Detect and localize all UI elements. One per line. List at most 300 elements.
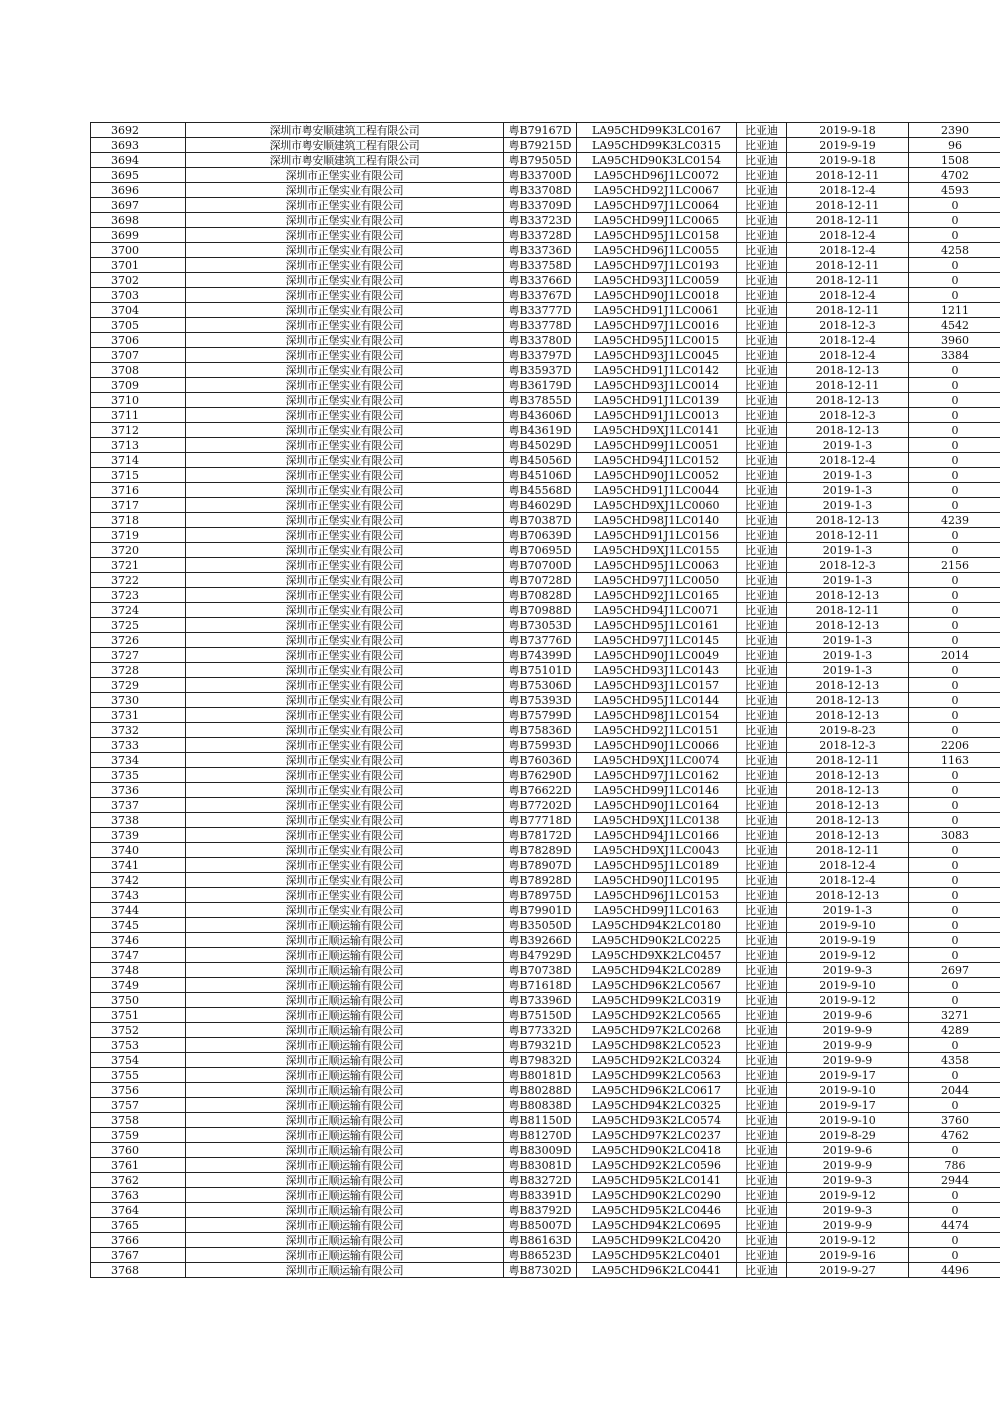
date-cell: 2018-12-13 [787, 363, 909, 378]
date-cell: 2019-9-19 [787, 933, 909, 948]
record-number-cell: 3767 [91, 1248, 186, 1263]
vin-cell: LA95CHD91J1LC0061 [577, 303, 737, 318]
company-name-cell: 深圳市正堡实业有限公司 [186, 543, 504, 558]
company-name-cell: 深圳市正堡实业有限公司 [186, 378, 504, 393]
license-plate-cell: 粤B70828D [504, 588, 577, 603]
company-name-cell: 深圳市正堡实业有限公司 [186, 873, 504, 888]
record-number-cell: 3692 [91, 123, 186, 138]
date-cell: 2018-12-13 [787, 783, 909, 798]
company-name-cell: 深圳市正堡实业有限公司 [186, 783, 504, 798]
brand-cell: 比亚迪 [737, 1233, 787, 1248]
table-row [91, 1098, 1000, 1113]
company-name-cell: 深圳市正堡实业有限公司 [186, 573, 504, 588]
table-row [91, 513, 1000, 528]
license-plate-cell: 粤B35050D [504, 918, 577, 933]
value-cell: 0 [909, 393, 1000, 408]
record-number-cell: 3746 [91, 933, 186, 948]
date-cell: 2018-12-4 [787, 288, 909, 303]
brand-cell: 比亚迪 [737, 888, 787, 903]
license-plate-cell: 粤B70387D [504, 513, 577, 528]
value-cell: 0 [909, 633, 1000, 648]
company-name-cell: 深圳市正堡实业有限公司 [186, 768, 504, 783]
company-name-cell: 深圳市正顺运输有限公司 [186, 1248, 504, 1263]
date-cell: 2019-9-6 [787, 1143, 909, 1158]
brand-cell: 比亚迪 [737, 1023, 787, 1038]
company-name-cell: 深圳市正堡实业有限公司 [186, 603, 504, 618]
value-cell: 0 [909, 663, 1000, 678]
record-number-cell: 3722 [91, 573, 186, 588]
value-cell: 2044 [909, 1083, 1000, 1098]
record-number-cell: 3731 [91, 708, 186, 723]
value-cell: 3760 [909, 1113, 1000, 1128]
brand-cell: 比亚迪 [737, 1008, 787, 1023]
company-name-cell: 深圳市正顺运输有限公司 [186, 978, 504, 993]
license-plate-cell: 粤B80288D [504, 1083, 577, 1098]
vin-cell: LA95CHD90K2LC0418 [577, 1143, 737, 1158]
license-plate-cell: 粤B81270D [504, 1128, 577, 1143]
vin-cell: LA95CHD9XJ1LC0060 [577, 498, 737, 513]
record-number-cell: 3694 [91, 153, 186, 168]
record-number-cell: 3745 [91, 918, 186, 933]
value-cell: 2156 [909, 558, 1000, 573]
brand-cell: 比亚迪 [737, 1068, 787, 1083]
record-number-cell: 3719 [91, 528, 186, 543]
brand-cell: 比亚迪 [737, 858, 787, 873]
company-name-cell: 深圳市正堡实业有限公司 [186, 438, 504, 453]
brand-cell: 比亚迪 [737, 438, 787, 453]
vin-cell: LA95CHD99J1LC0146 [577, 783, 737, 798]
brand-cell: 比亚迪 [737, 723, 787, 738]
license-plate-cell: 粤B73053D [504, 618, 577, 633]
table-row [91, 1128, 1000, 1143]
vin-cell: LA95CHD92J1LC0151 [577, 723, 737, 738]
value-cell: 0 [909, 498, 1000, 513]
vin-cell: LA95CHD94K2LC0695 [577, 1218, 737, 1233]
table-row [91, 843, 1000, 858]
date-cell: 2019-9-18 [787, 123, 909, 138]
company-name-cell: 深圳市正堡实业有限公司 [186, 528, 504, 543]
record-number-cell: 3710 [91, 393, 186, 408]
record-number-cell: 3716 [91, 483, 186, 498]
company-name-cell: 深圳市正堡实业有限公司 [186, 213, 504, 228]
vin-cell: LA95CHD93J1LC0143 [577, 663, 737, 678]
vin-cell: LA95CHD99K3LC0315 [577, 138, 737, 153]
record-number-cell: 3704 [91, 303, 186, 318]
vin-cell: LA95CHD9XJ1LC0074 [577, 753, 737, 768]
date-cell: 2019-9-27 [787, 1263, 909, 1278]
date-cell: 2019-1-3 [787, 903, 909, 918]
record-number-cell: 3747 [91, 948, 186, 963]
table-row [91, 798, 1000, 813]
table-row [91, 258, 1000, 273]
value-cell: 4358 [909, 1053, 1000, 1068]
brand-cell: 比亚迪 [737, 873, 787, 888]
value-cell: 0 [909, 603, 1000, 618]
value-cell: 0 [909, 978, 1000, 993]
vin-cell: LA95CHD90K2LC0225 [577, 933, 737, 948]
table-row [91, 1173, 1000, 1188]
license-plate-cell: 粤B70695D [504, 543, 577, 558]
table-row [91, 183, 1000, 198]
record-number-cell: 3712 [91, 423, 186, 438]
brand-cell: 比亚迪 [737, 1083, 787, 1098]
company-name-cell: 深圳市粤安顺建筑工程有限公司 [186, 123, 504, 138]
value-cell: 0 [909, 798, 1000, 813]
vin-cell: LA95CHD93J1LC0157 [577, 678, 737, 693]
license-plate-cell: 粤B33700D [504, 168, 577, 183]
brand-cell: 比亚迪 [737, 798, 787, 813]
value-cell: 0 [909, 873, 1000, 888]
value-cell: 1508 [909, 153, 1000, 168]
brand-cell: 比亚迪 [737, 948, 787, 963]
date-cell: 2018-12-13 [787, 393, 909, 408]
date-cell: 2018-12-13 [787, 708, 909, 723]
company-name-cell: 深圳市正堡实业有限公司 [186, 618, 504, 633]
value-cell: 3960 [909, 333, 1000, 348]
value-cell: 0 [909, 918, 1000, 933]
license-plate-cell: 粤B75993D [504, 738, 577, 753]
license-plate-cell: 粤B43606D [504, 408, 577, 423]
license-plate-cell: 粤B33708D [504, 183, 577, 198]
date-cell: 2019-1-3 [787, 543, 909, 558]
license-plate-cell: 粤B79167D [504, 123, 577, 138]
company-name-cell: 深圳市正顺运输有限公司 [186, 933, 504, 948]
vin-cell: LA95CHD99K2LC0563 [577, 1068, 737, 1083]
table-row [91, 678, 1000, 693]
record-number-cell: 3761 [91, 1158, 186, 1173]
value-cell: 0 [909, 1248, 1000, 1263]
table-row [91, 213, 1000, 228]
record-number-cell: 3749 [91, 978, 186, 993]
value-cell: 3271 [909, 1008, 1000, 1023]
company-name-cell: 深圳市正顺运输有限公司 [186, 1053, 504, 1068]
table-row [91, 1113, 1000, 1128]
date-cell: 2019-9-9 [787, 1023, 909, 1038]
value-cell: 0 [909, 408, 1000, 423]
company-name-cell: 深圳市正堡实业有限公司 [186, 678, 504, 693]
license-plate-cell: 粤B85007D [504, 1218, 577, 1233]
brand-cell: 比亚迪 [737, 1173, 787, 1188]
brand-cell: 比亚迪 [737, 903, 787, 918]
date-cell: 2019-1-3 [787, 633, 909, 648]
record-number-cell: 3707 [91, 348, 186, 363]
value-cell: 4762 [909, 1128, 1000, 1143]
brand-cell: 比亚迪 [737, 483, 787, 498]
vin-cell: LA95CHD99K2LC0319 [577, 993, 737, 1008]
company-name-cell: 深圳市正堡实业有限公司 [186, 483, 504, 498]
license-plate-cell: 粤B75150D [504, 1008, 577, 1023]
table-row [91, 288, 1000, 303]
value-cell: 0 [909, 573, 1000, 588]
date-cell: 2019-9-16 [787, 1248, 909, 1263]
value-cell: 2014 [909, 648, 1000, 663]
license-plate-cell: 粤B79215D [504, 138, 577, 153]
table-row [91, 543, 1000, 558]
license-plate-cell: 粤B78289D [504, 843, 577, 858]
company-name-cell: 深圳市正顺运输有限公司 [186, 1113, 504, 1128]
vin-cell: LA95CHD95J1LC0015 [577, 333, 737, 348]
brand-cell: 比亚迪 [737, 453, 787, 468]
record-number-cell: 3713 [91, 438, 186, 453]
value-cell: 2390 [909, 123, 1000, 138]
record-number-cell: 3763 [91, 1188, 186, 1203]
date-cell: 2019-9-17 [787, 1098, 909, 1113]
value-cell: 0 [909, 993, 1000, 1008]
value-cell: 0 [909, 423, 1000, 438]
date-cell: 2019-1-3 [787, 663, 909, 678]
date-cell: 2018-12-4 [787, 333, 909, 348]
table-row [91, 378, 1000, 393]
company-name-cell: 深圳市正顺运输有限公司 [186, 1023, 504, 1038]
date-cell: 2018-12-11 [787, 603, 909, 618]
date-cell: 2018-12-3 [787, 408, 909, 423]
value-cell: 786 [909, 1158, 1000, 1173]
company-name-cell: 深圳市正顺运输有限公司 [186, 1188, 504, 1203]
record-number-cell: 3738 [91, 813, 186, 828]
table-row [91, 168, 1000, 183]
vin-cell: LA95CHD93J1LC0045 [577, 348, 737, 363]
value-cell: 0 [909, 588, 1000, 603]
record-number-cell: 3734 [91, 753, 186, 768]
value-cell: 0 [909, 228, 1000, 243]
license-plate-cell: 粤B39266D [504, 933, 577, 948]
license-plate-cell: 粤B70738D [504, 963, 577, 978]
date-cell: 2018-12-4 [787, 453, 909, 468]
table-row [91, 558, 1000, 573]
date-cell: 2019-9-12 [787, 993, 909, 1008]
license-plate-cell: 粤B70700D [504, 558, 577, 573]
company-name-cell: 深圳市正堡实业有限公司 [186, 648, 504, 663]
table-row [91, 138, 1000, 153]
date-cell: 2019-9-12 [787, 1233, 909, 1248]
date-cell: 2019-1-3 [787, 438, 909, 453]
table-row [91, 153, 1000, 168]
table-row [91, 648, 1000, 663]
brand-cell: 比亚迪 [737, 1143, 787, 1158]
table-row [91, 588, 1000, 603]
table-row [91, 1158, 1000, 1173]
brand-cell: 比亚迪 [737, 1248, 787, 1263]
company-name-cell: 深圳市正堡实业有限公司 [186, 843, 504, 858]
brand-cell: 比亚迪 [737, 573, 787, 588]
value-cell: 0 [909, 288, 1000, 303]
date-cell: 2019-9-10 [787, 918, 909, 933]
vin-cell: LA95CHD96K2LC0617 [577, 1083, 737, 1098]
vin-cell: LA95CHD98J1LC0140 [577, 513, 737, 528]
date-cell: 2019-9-12 [787, 948, 909, 963]
table-row [91, 408, 1000, 423]
license-plate-cell: 粤B33778D [504, 318, 577, 333]
brand-cell: 比亚迪 [737, 933, 787, 948]
brand-cell: 比亚迪 [737, 813, 787, 828]
vin-cell: LA95CHD97J1LC0016 [577, 318, 737, 333]
vin-cell: LA95CHD96J1LC0153 [577, 888, 737, 903]
record-number-cell: 3714 [91, 453, 186, 468]
date-cell: 2018-12-13 [787, 798, 909, 813]
license-plate-cell: 粤B79901D [504, 903, 577, 918]
record-number-cell: 3765 [91, 1218, 186, 1233]
record-number-cell: 3723 [91, 588, 186, 603]
license-plate-cell: 粤B83391D [504, 1188, 577, 1203]
record-number-cell: 3733 [91, 738, 186, 753]
date-cell: 2018-12-13 [787, 423, 909, 438]
table-row [91, 1008, 1000, 1023]
vin-cell: LA95CHD9XK2LC0457 [577, 948, 737, 963]
table-row [91, 243, 1000, 258]
vin-cell: LA95CHD94J1LC0166 [577, 828, 737, 843]
brand-cell: 比亚迪 [737, 408, 787, 423]
vin-cell: LA95CHD90J1LC0164 [577, 798, 737, 813]
company-name-cell: 深圳市正堡实业有限公司 [186, 558, 504, 573]
table-row [91, 363, 1000, 378]
company-name-cell: 深圳市正顺运输有限公司 [186, 1203, 504, 1218]
vin-cell: LA95CHD90J1LC0066 [577, 738, 737, 753]
value-cell: 0 [909, 813, 1000, 828]
value-cell: 4702 [909, 168, 1000, 183]
record-number-cell: 3760 [91, 1143, 186, 1158]
license-plate-cell: 粤B33797D [504, 348, 577, 363]
brand-cell: 比亚迪 [737, 1128, 787, 1143]
table-row [91, 423, 1000, 438]
vin-cell: LA95CHD98K2LC0523 [577, 1038, 737, 1053]
brand-cell: 比亚迪 [737, 378, 787, 393]
record-number-cell: 3702 [91, 273, 186, 288]
value-cell: 2944 [909, 1173, 1000, 1188]
vin-cell: LA95CHD99J1LC0051 [577, 438, 737, 453]
date-cell: 2019-9-9 [787, 1038, 909, 1053]
value-cell: 0 [909, 723, 1000, 738]
value-cell: 0 [909, 1098, 1000, 1113]
value-cell: 3384 [909, 348, 1000, 363]
company-name-cell: 深圳市正堡实业有限公司 [186, 198, 504, 213]
company-name-cell: 深圳市正堡实业有限公司 [186, 633, 504, 648]
value-cell: 0 [909, 933, 1000, 948]
brand-cell: 比亚迪 [737, 423, 787, 438]
table-row [91, 483, 1000, 498]
company-name-cell: 深圳市正顺运输有限公司 [186, 1068, 504, 1083]
license-plate-cell: 粤B78907D [504, 858, 577, 873]
table-row [91, 888, 1000, 903]
record-number-cell: 3762 [91, 1173, 186, 1188]
brand-cell: 比亚迪 [737, 753, 787, 768]
record-number-cell: 3756 [91, 1083, 186, 1098]
table-row [91, 498, 1000, 513]
date-cell: 2019-9-10 [787, 978, 909, 993]
record-number-cell: 3759 [91, 1128, 186, 1143]
date-cell: 2018-12-11 [787, 528, 909, 543]
value-cell: 0 [909, 783, 1000, 798]
date-cell: 2018-12-13 [787, 888, 909, 903]
vin-cell: LA95CHD9XJ1LC0155 [577, 543, 737, 558]
date-cell: 2018-12-4 [787, 228, 909, 243]
company-name-cell: 深圳市粤安顺建筑工程有限公司 [186, 153, 504, 168]
vin-cell: LA95CHD91J1LC0142 [577, 363, 737, 378]
value-cell: 4496 [909, 1263, 1000, 1278]
value-cell: 0 [909, 1068, 1000, 1083]
company-name-cell: 深圳市正堡实业有限公司 [186, 663, 504, 678]
table-row [91, 273, 1000, 288]
table-row [91, 903, 1000, 918]
vin-cell: LA95CHD94K2LC0180 [577, 918, 737, 933]
date-cell: 2019-9-3 [787, 1203, 909, 1218]
date-cell: 2019-1-3 [787, 468, 909, 483]
date-cell: 2019-9-3 [787, 963, 909, 978]
date-cell: 2018-12-4 [787, 183, 909, 198]
license-plate-cell: 粤B75799D [504, 708, 577, 723]
record-number-cell: 3700 [91, 243, 186, 258]
value-cell: 96 [909, 138, 1000, 153]
license-plate-cell: 粤B33758D [504, 258, 577, 273]
vin-cell: LA95CHD90K3LC0154 [577, 153, 737, 168]
date-cell: 2019-9-19 [787, 138, 909, 153]
vin-cell: LA95CHD92K2LC0596 [577, 1158, 737, 1173]
table-row [91, 1203, 1000, 1218]
vin-cell: LA95CHD93J1LC0059 [577, 273, 737, 288]
date-cell: 2019-1-3 [787, 498, 909, 513]
license-plate-cell: 粤B80838D [504, 1098, 577, 1113]
record-number-cell: 3751 [91, 1008, 186, 1023]
value-cell: 0 [909, 903, 1000, 918]
vin-cell: LA95CHD99K2LC0420 [577, 1233, 737, 1248]
record-number-cell: 3720 [91, 543, 186, 558]
date-cell: 2018-12-11 [787, 213, 909, 228]
table-row [91, 918, 1000, 933]
license-plate-cell: 粤B45056D [504, 453, 577, 468]
record-number-cell: 3752 [91, 1023, 186, 1038]
table-row [91, 1053, 1000, 1068]
table-row [91, 693, 1000, 708]
company-name-cell: 深圳市正堡实业有限公司 [186, 303, 504, 318]
license-plate-cell: 粤B37855D [504, 393, 577, 408]
brand-cell: 比亚迪 [737, 993, 787, 1008]
company-name-cell: 深圳市正堡实业有限公司 [186, 753, 504, 768]
vin-cell: LA95CHD95J1LC0189 [577, 858, 737, 873]
brand-cell: 比亚迪 [737, 228, 787, 243]
value-cell: 0 [909, 618, 1000, 633]
company-name-cell: 深圳市正堡实业有限公司 [186, 903, 504, 918]
license-plate-cell: 粤B86163D [504, 1233, 577, 1248]
vin-cell: LA95CHD90J1LC0018 [577, 288, 737, 303]
date-cell: 2018-12-11 [787, 303, 909, 318]
vin-cell: LA95CHD97K2LC0268 [577, 1023, 737, 1038]
record-number-cell: 3730 [91, 693, 186, 708]
vin-cell: LA95CHD91J1LC0139 [577, 393, 737, 408]
brand-cell: 比亚迪 [737, 153, 787, 168]
company-name-cell: 深圳市正顺运输有限公司 [186, 1218, 504, 1233]
value-cell: 0 [909, 198, 1000, 213]
license-plate-cell: 粤B79321D [504, 1038, 577, 1053]
value-cell: 0 [909, 363, 1000, 378]
brand-cell: 比亚迪 [737, 393, 787, 408]
brand-cell: 比亚迪 [737, 258, 787, 273]
license-plate-cell: 粤B75101D [504, 663, 577, 678]
value-cell: 0 [909, 678, 1000, 693]
vin-cell: LA95CHD95J1LC0144 [577, 693, 737, 708]
vehicle-records-table [90, 122, 1000, 1278]
brand-cell: 比亚迪 [737, 138, 787, 153]
license-plate-cell: 粤B77202D [504, 798, 577, 813]
vin-cell: LA95CHD96K2LC0441 [577, 1263, 737, 1278]
license-plate-cell: 粤B33777D [504, 303, 577, 318]
table-row [91, 453, 1000, 468]
record-number-cell: 3726 [91, 633, 186, 648]
company-name-cell: 深圳市正顺运输有限公司 [186, 993, 504, 1008]
vin-cell: LA95CHD90J1LC0049 [577, 648, 737, 663]
record-number-cell: 3735 [91, 768, 186, 783]
table-row [91, 228, 1000, 243]
license-plate-cell: 粤B35937D [504, 363, 577, 378]
license-plate-cell: 粤B71618D [504, 978, 577, 993]
